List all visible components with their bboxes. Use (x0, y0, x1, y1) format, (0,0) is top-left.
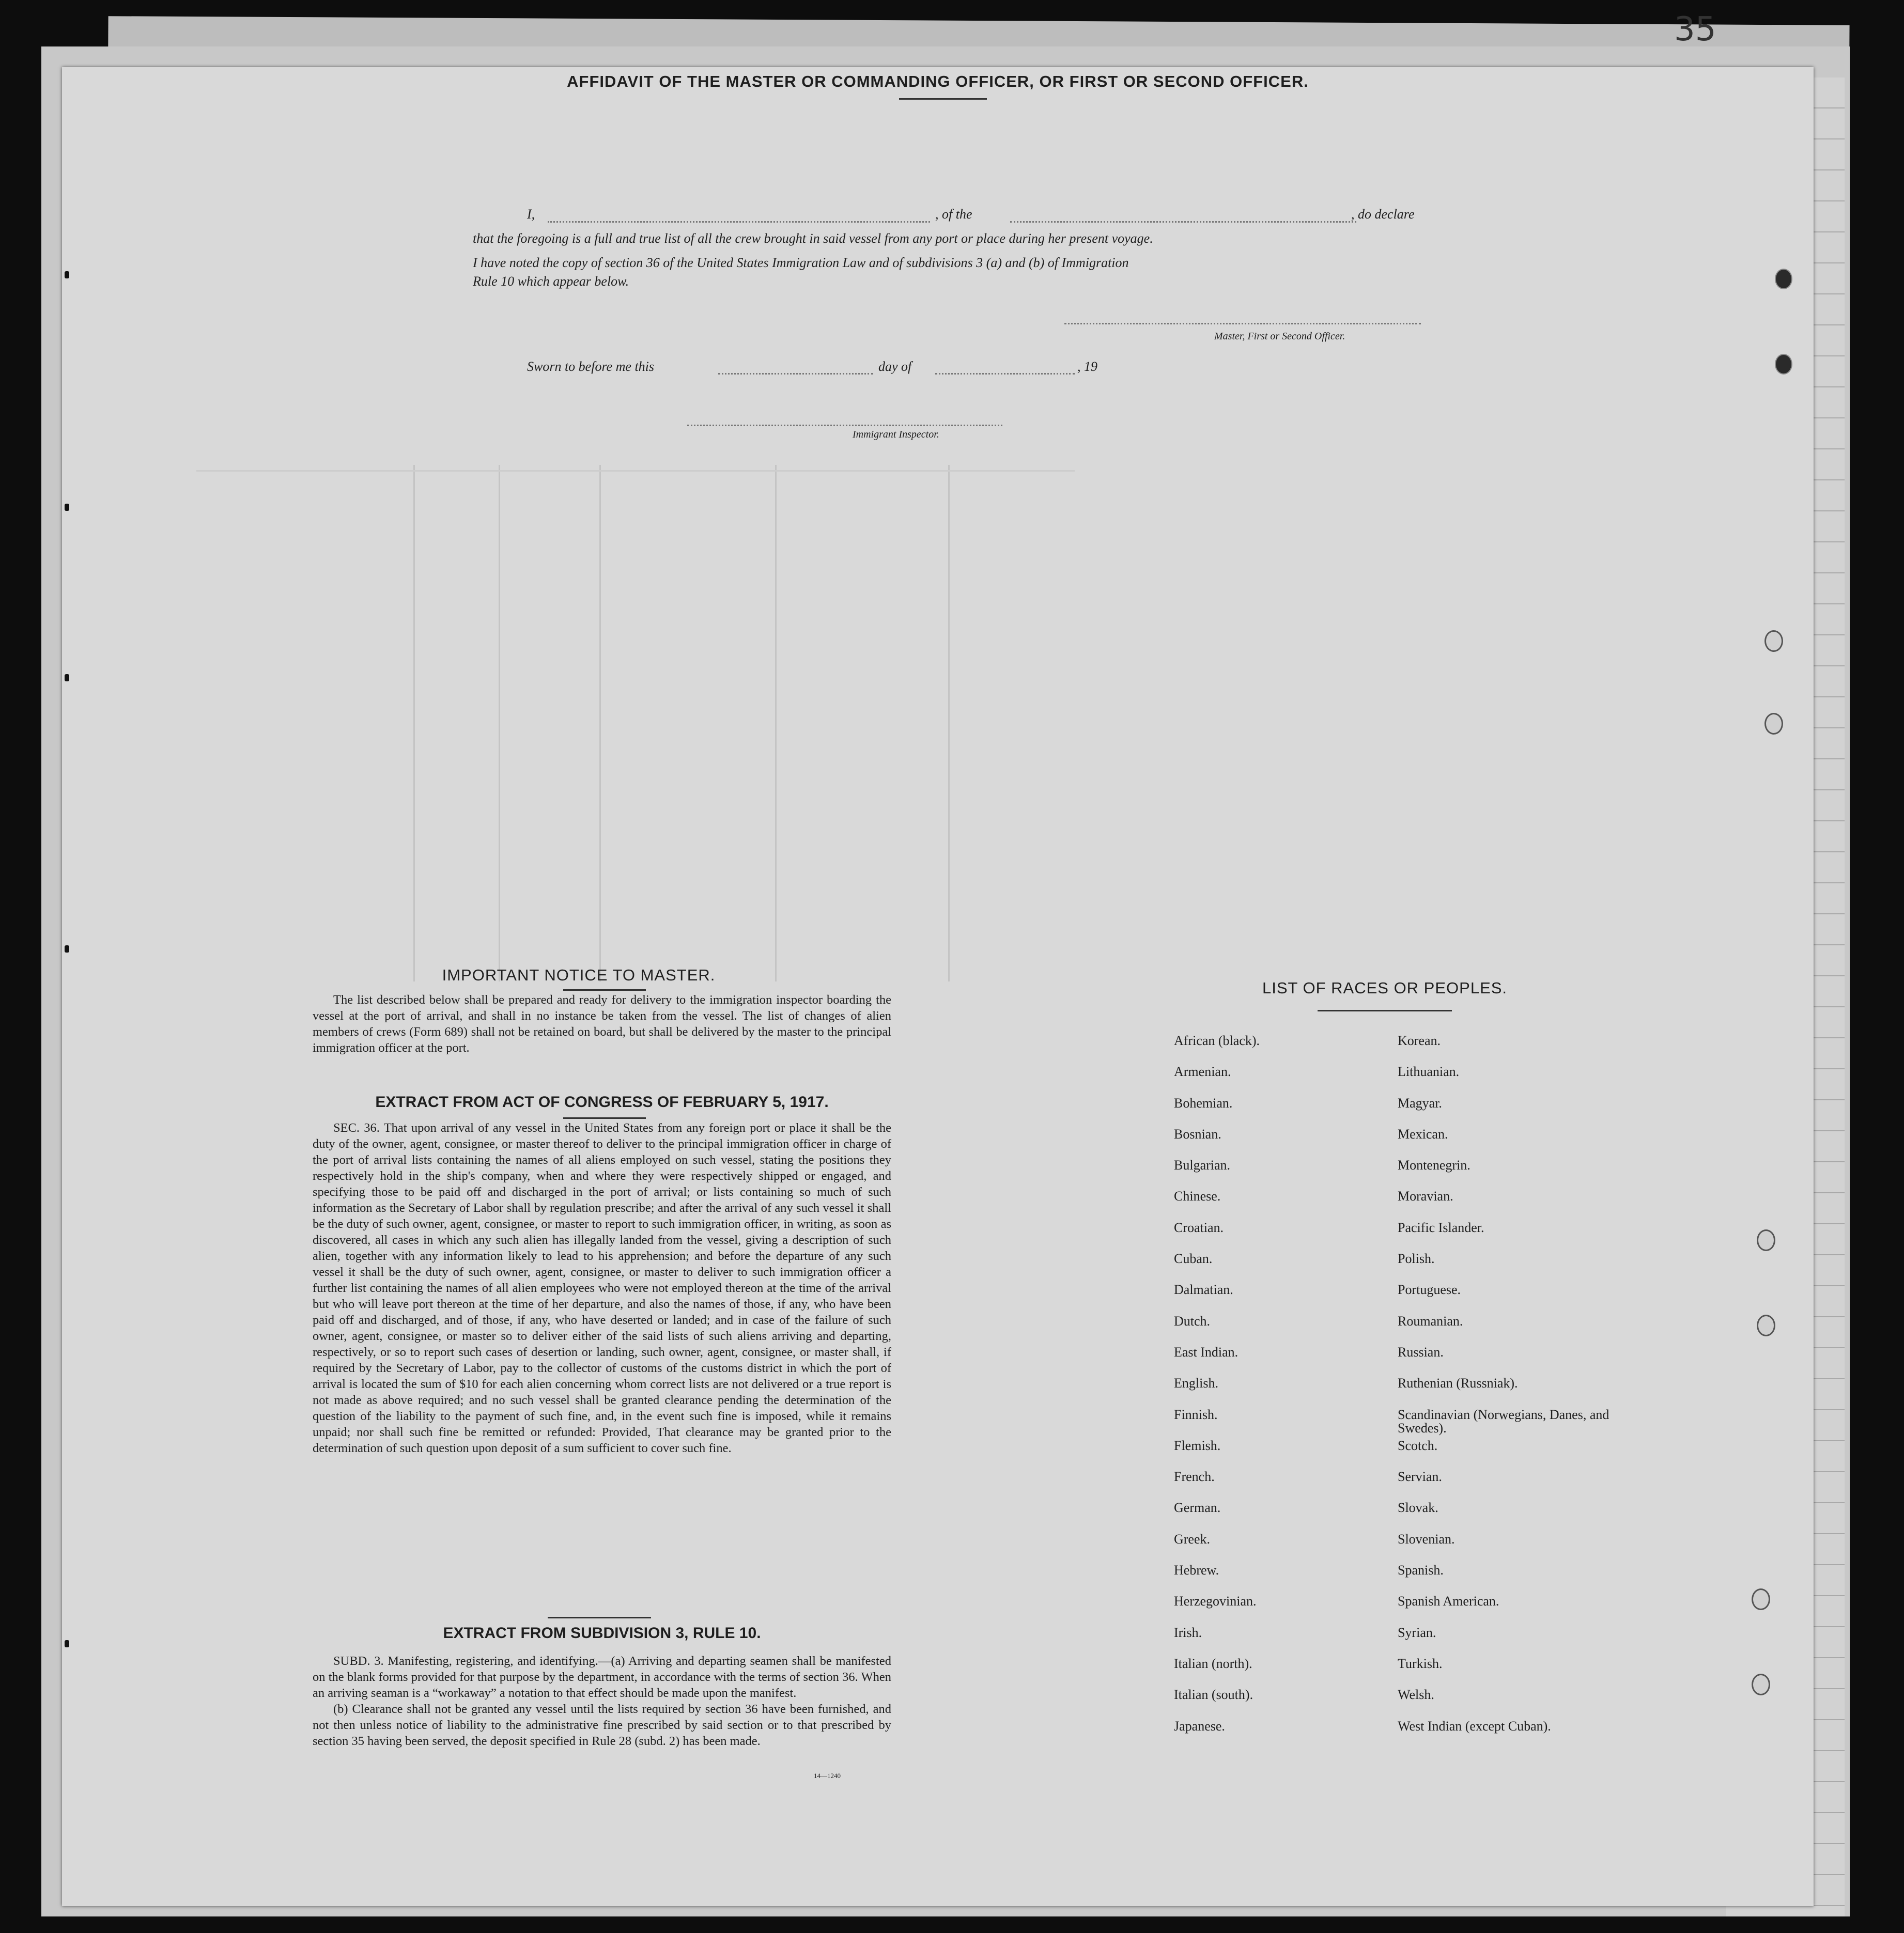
race-item: Magyar. (1398, 1095, 1442, 1111)
race-item: Flemish. (1174, 1438, 1221, 1453)
race-item: West Indian (except Cuban). (1398, 1718, 1551, 1734)
binder-mark (65, 504, 69, 511)
ghost-line (948, 465, 950, 981)
punch-hole (1752, 1588, 1770, 1610)
race-item: Lithuanian. (1398, 1064, 1460, 1080)
race-item: Bosnian. (1174, 1126, 1221, 1142)
races-column-2 (1398, 1025, 1615, 1742)
inspector-label: Immigrant Inspector. (853, 429, 939, 440)
binder-mark (65, 1640, 69, 1647)
race-item: Scotch. (1398, 1438, 1438, 1453)
binder-mark (65, 945, 69, 953)
race-item: Spanish American. (1398, 1594, 1499, 1609)
punch-hole (1764, 713, 1783, 735)
binder-mark (65, 674, 69, 681)
race-item: Scandinavian (Norwegians, Danes, and Swedes). (1398, 1407, 1609, 1436)
affidavit-line-4: Rule 10 which appear below. (473, 274, 629, 289)
race-item: Turkish. (1398, 1656, 1443, 1671)
ghost-line (413, 465, 415, 981)
race-item: African (black). (1174, 1033, 1260, 1048)
subdivision-a-paragraph: SUBD. 3. Manifesting, registering, and identifying.—(a) Arriving and departing seamen shall be manifested on the blank forms provided for that purpose by the department, in accordance with the terms of section 36. When an arriving seaman is a “workaway” a notation to that effect should be made upon the manifest. (313, 1654, 891, 1700)
race-item: Cuban. (1174, 1251, 1213, 1267)
punch-hole (1775, 269, 1792, 289)
affidavit-line-3: I have noted the copy of section 36 of the United States Immigration Law and of subdivisions 3 (a) and (b) of Immigration (473, 255, 1129, 270)
divider (548, 1617, 651, 1618)
rule-extract-body (313, 1653, 891, 1749)
notice-paragraph: The list described below shall be prepared and ready for delivery to the immigration inspector boarding the vessel at the port of arrival, and shall in no instance be taken from the vessel. The list of changes of alien members of crews (Form 689) shall not be retained on board, but shall be delivered by the master to the principal immigration officer at the port. (313, 993, 891, 1055)
blank-line (718, 373, 873, 375)
race-item: Greek. (1174, 1531, 1211, 1547)
punch-hole (1775, 354, 1792, 375)
affidavit-do-declare: , do declare (1351, 207, 1415, 222)
race-item: Pacific Islander. (1398, 1220, 1484, 1235)
race-item: Slovenian. (1398, 1531, 1455, 1547)
race-item: English. (1174, 1376, 1218, 1391)
divider (563, 1117, 646, 1119)
race-item: East Indian. (1174, 1344, 1239, 1360)
race-item: Ruthenian (Russniak). (1398, 1376, 1518, 1391)
section-36-paragraph: SEC. 36. That upon arrival of any vessel in the United States from any foreign port or place it shall be the duty of the owner, agent, consignee, or master thereof to deliver to the principal immigration officer in charge of the port of arrival lists containing the names of all aliens employed on such vessel, stating the positions they respectively hold in the ship's company, when and where they were respectively shipped or engaged, and specifying those to be paid off and discharged in the port of arrival; or lists containing so much of such information as the Secretary of Labor shall by regulation prescribe; and after the arrival of any such vessel it shall be the duty of such owner, agent, consignee, or master to report to such immigration officer, in writing, as soon as discovered, all cases in which any such alien has illegally landed from the vessel, giving a description of such alien, together with any information likely to lead to his apprehension; and before the departure of any such vessel it shall be the duty of such owner, agent, consignee, or master to deliver to such immigration officer a further list containing the names of all alien employees who were not employed thereon at the time of the arrival but who will leave port thereon at the time of her departure, and also the names of those, if any, who have been paid off and discharged, and of those, if any, who have deserted or landed; and in case of the failure of such owner, agent, consignee, or master so to deliver either of the said lists of such aliens arriving and departing, respectively, or so to report such cases of desertion or landing, such owner, agent, consignee, or master shall, if required by the Secretary of Labor, pay to the collector of customs of the customs district in which the port of arrival is located the sum of $10 for each alien concerning whom correct lists are not delivered or a true report is not made as above required; and no such vessel shall be granted clearance pending the determination of the question of the liability to the payment of such fine, and, in the event such fine is imposed, while it remains unpaid; nor shall such fine be remitted or refunded: Provided, That clearance may be granted prior to the determination of such question upon deposit of a sum sufficient to cover such fine. (313, 1121, 891, 1455)
binder-mark (65, 271, 69, 278)
ghost-line (599, 465, 601, 981)
race-item: French. (1174, 1469, 1215, 1485)
divider (1318, 1010, 1452, 1011)
race-item: Polish. (1398, 1251, 1435, 1267)
ghost-line (196, 470, 1075, 472)
races-title: LIST OF RACES OR PEOPLES. (1262, 979, 1508, 997)
race-item: Russian. (1398, 1344, 1444, 1360)
race-item: Italian (south). (1174, 1687, 1253, 1703)
race-item: Korean. (1398, 1033, 1441, 1048)
race-item: Bohemian. (1174, 1095, 1233, 1111)
race-item: Spanish. (1398, 1563, 1444, 1578)
race-item: Servian. (1398, 1469, 1442, 1485)
notice-body (313, 992, 891, 1056)
affidavit-i: I, (527, 207, 535, 222)
affidavit-line-2: that the foregoing is a full and true list of all the crew brought in said vessel from any port or place during her present voyage. (473, 231, 1153, 246)
punch-hole (1757, 1315, 1775, 1336)
divider (563, 989, 646, 991)
race-item: German. (1174, 1500, 1221, 1516)
race-item: Bulgarian. (1174, 1158, 1231, 1173)
signature-line (1064, 323, 1421, 324)
blank-line (1010, 221, 1356, 223)
blank-line (548, 221, 930, 223)
race-item: Armenian. (1174, 1064, 1231, 1080)
page-number: 35 (1674, 10, 1716, 49)
ghost-line (499, 465, 500, 981)
blank-line (935, 373, 1075, 375)
punch-hole (1764, 630, 1783, 652)
race-item: Portuguese. (1398, 1282, 1461, 1298)
race-item: Mexican. (1398, 1126, 1448, 1142)
race-item: Welsh. (1398, 1687, 1434, 1703)
signature-label: Master, First or Second Officer. (1214, 331, 1345, 342)
notice-title: IMPORTANT NOTICE TO MASTER. (442, 966, 716, 984)
race-item: Herzegovinian. (1174, 1594, 1257, 1609)
race-item: Finnish. (1174, 1407, 1218, 1422)
race-item: Montenegrin. (1398, 1158, 1470, 1173)
form-code: 14—1240 (814, 1772, 841, 1780)
race-item: Chinese. (1174, 1189, 1221, 1204)
race-item: Slovak. (1398, 1500, 1438, 1516)
race-item: Hebrew. (1174, 1563, 1219, 1578)
punch-hole (1752, 1674, 1770, 1695)
affidavit-title: AFFIDAVIT OF THE MASTER OR COMMANDING OFFICER, OR FIRST OR SECOND OFFICER. (567, 72, 1309, 90)
subdivision-b-paragraph: (b) Clearance shall not be granted any vessel until the lists required by section 36 have been furnished, and not then unless notice of liability to the administrative fine prescribed by said section or to that prescribed by section 35 having been served, the deposit specified in Rule 28 (subd. 2) has been made. (313, 1702, 891, 1748)
race-item: Syrian. (1398, 1625, 1436, 1640)
sworn-text: Sworn to before me this (527, 359, 655, 374)
race-item: Dalmatian. (1174, 1282, 1233, 1298)
race-item: Roumanian. (1398, 1313, 1463, 1329)
punch-hole (1757, 1229, 1775, 1251)
day-of: day of (878, 359, 912, 374)
act-extract-title: EXTRACT FROM ACT OF CONGRESS OF FEBRUARY 5, 1917. (375, 1094, 829, 1111)
year-prefix: , 19 (1077, 359, 1097, 374)
race-item: Dutch. (1174, 1313, 1211, 1329)
race-item: Irish. (1174, 1625, 1202, 1640)
divider (899, 98, 987, 100)
race-item: Italian (north). (1174, 1656, 1252, 1671)
ghost-line (775, 465, 777, 981)
inspector-signature-line (687, 425, 1002, 426)
race-item: Croatian. (1174, 1220, 1224, 1235)
race-item: Japanese. (1174, 1718, 1225, 1734)
race-item: Moravian. (1398, 1189, 1453, 1204)
affidavit-of-the: , of the (935, 207, 972, 222)
act-extract-body (313, 1120, 891, 1456)
races-column-1 (1174, 1025, 1260, 1742)
rule-extract-title: EXTRACT FROM SUBDIVISION 3, RULE 10. (443, 1625, 761, 1642)
